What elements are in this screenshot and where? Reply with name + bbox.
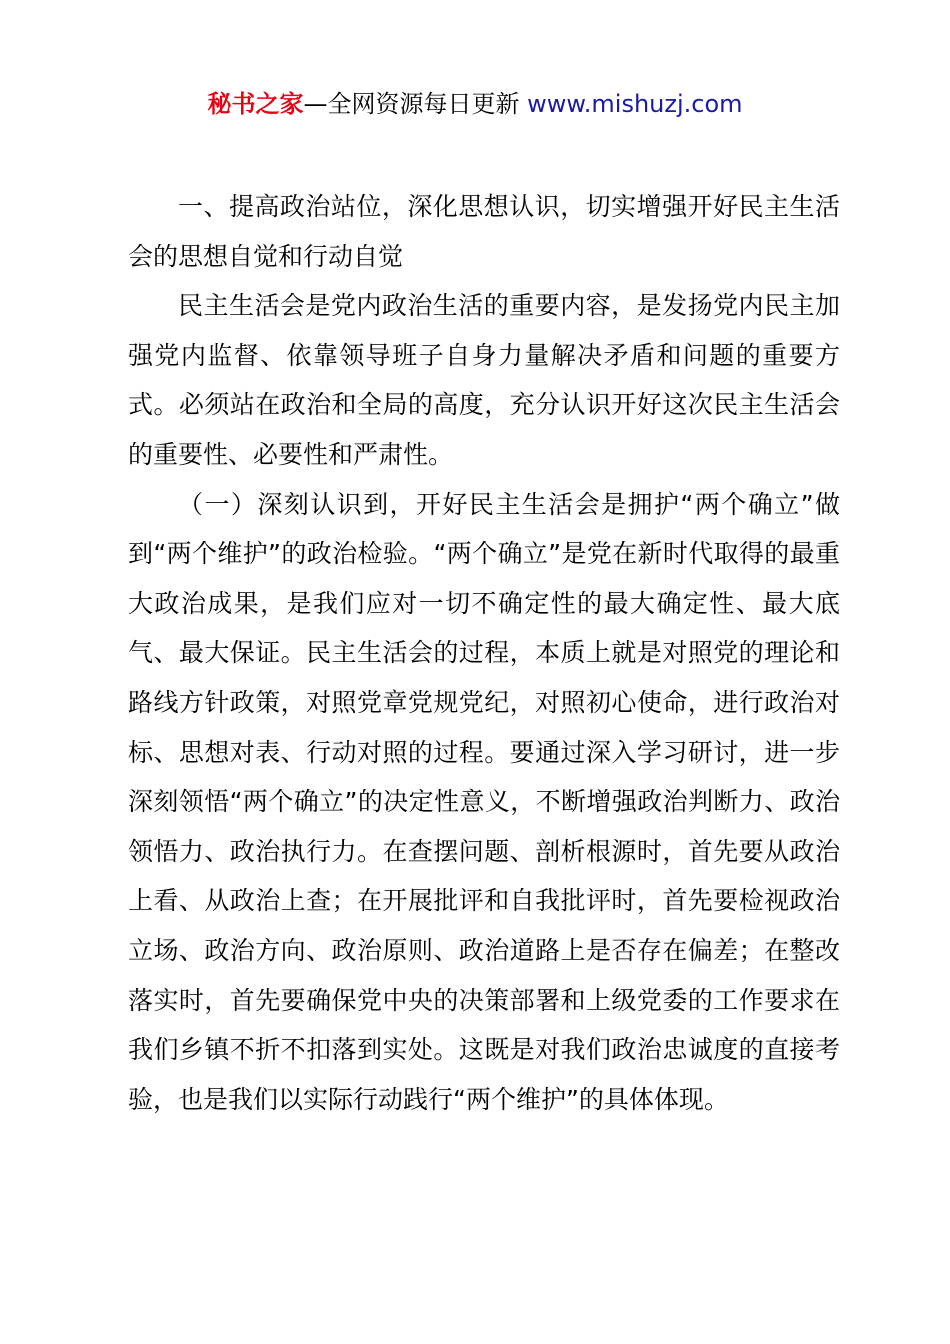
document-body bbox=[128, 182, 840, 1124]
brand-name: 秘书之家 bbox=[207, 90, 304, 118]
section-heading: 一、提高政治站位，深化思想认识，切实增强开好民主生活会的思想自觉和行动自觉 bbox=[128, 192, 840, 271]
page-header bbox=[0, 88, 950, 120]
website-link[interactable]: www.mishuzj.com bbox=[527, 90, 743, 118]
body-paragraph: （一）深刻认识到，开好民主生活会是拥护“两个确立”做到“两个维护”的政治检验。“两个确立”是党在新时代取得的最重大政治成果，是我们应对一切不确定性的最大确定性、最大底气、最大保证。民主生活会的过程，本质上就是对照党的理论和路线方针政策，对照党章党规党纪，对照初心使命，进行政治对标、思想对表、行动对照的过程。要通过深入学习研讨，进一步深刻领悟“两个确立”的决定性意义，不断增强政治判断力、政治领悟力、政治执行力。在查摆问题、剖析根源时，首先要从政治上看、从政治上查；在开展批评和自我批评时，首先要检视政治立场、政治方向、政治原则、政治道路上是否存在偏差；在整改落实时，首先要确保党中央的决策部署和上级党委的工作要求在我们乡镇不折不扣落到实处。这既是对我们政治忠诚度的直接考验，也是我们以实际行动践行“两个维护”的具体体现。 bbox=[128, 489, 840, 1114]
body-paragraph: 民主生活会是党内政治生活的重要内容，是发扬党内民主加强党内监督、依靠领导班子自身力量解决矛盾和问题的重要方式。必须站在政治和全局的高度，充分认识开好这次民主生活会的重要性、必要性和严肃性。 bbox=[128, 291, 840, 469]
header-slogan: —全网资源每日更新 bbox=[303, 90, 528, 118]
